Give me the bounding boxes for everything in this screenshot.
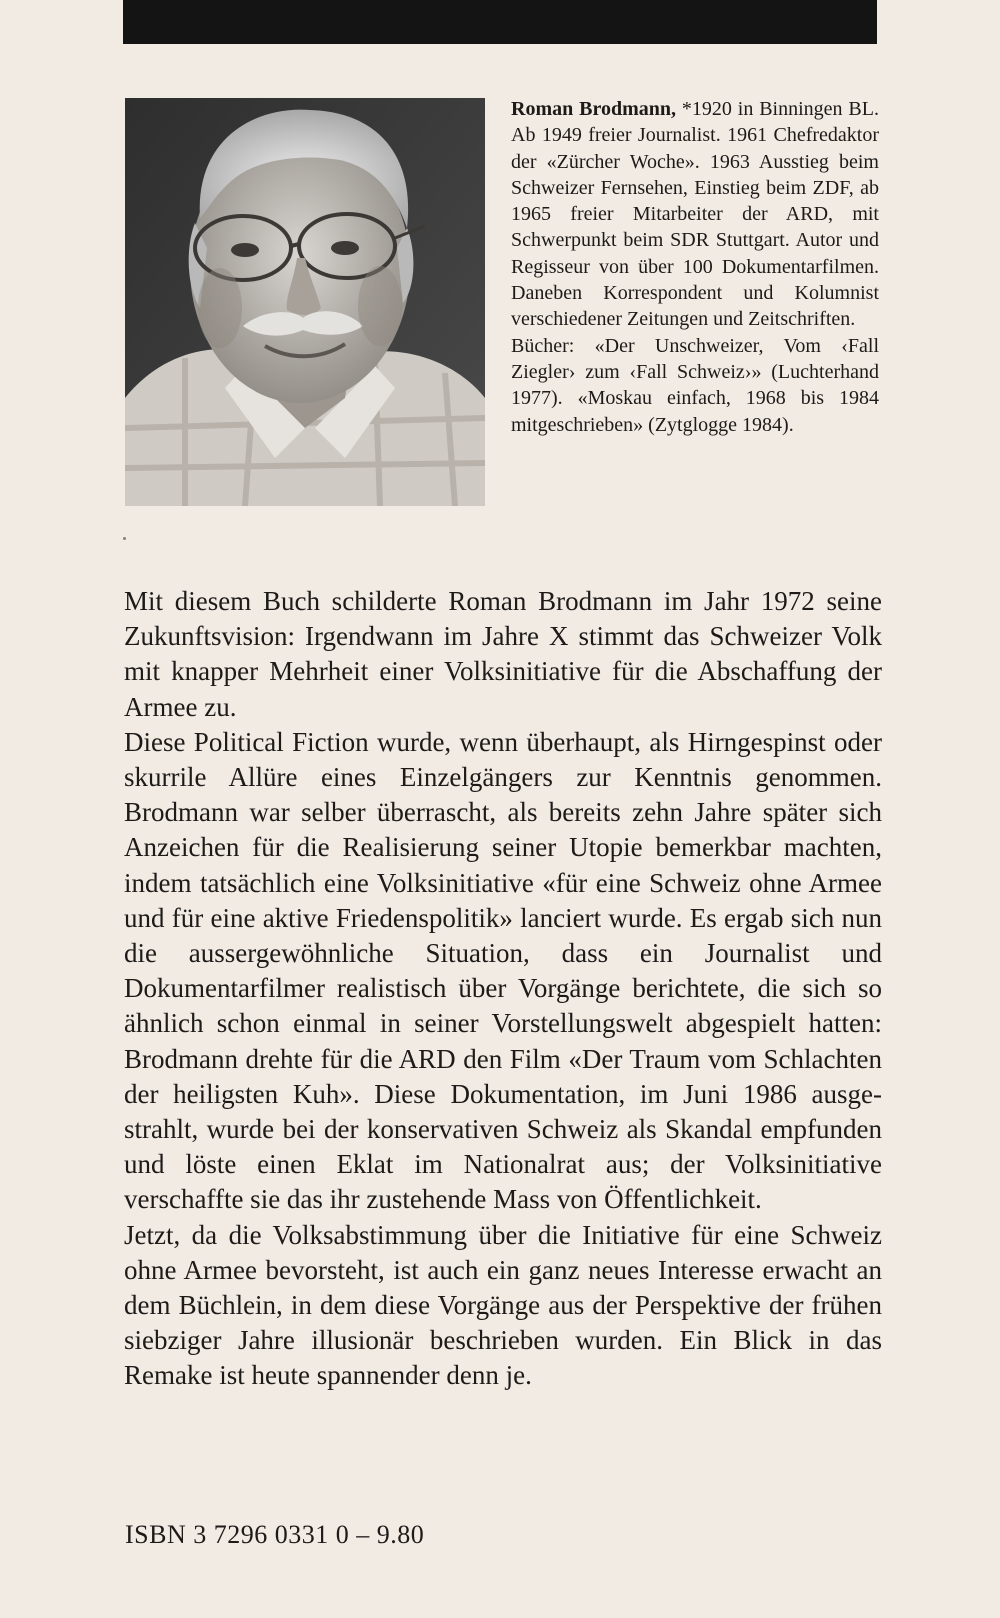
author-portrait <box>125 98 485 506</box>
isbn-price: ISBN 3 7296 0331 0 – 9.80 <box>125 1520 425 1549</box>
author-bio <box>511 96 879 438</box>
author-name: Roman Brodmann, <box>511 98 676 120</box>
bio-books: Bücher: «Der Unschweizer, Vom ‹Fall Ziegler› zum ‹Fall Schweiz›» (Luchterhand 1977). «Moskau einfach, 1968 bis 1984 mitgeschrieben» (Zytglogge 1984). <box>511 334 879 436</box>
bio-text: *1920 in Binningen BL. Ab 1949 freier Journalist. 1961 Chefredaktor der «Zürcher Woche». 1963 Ausstieg beim Schweizer Fernsehen, Einstieg beim ZDF, ab 1965 freier Mitarbeiter der ARD, mit Schwerpunkt beim SDR Stuttgart. Autor und Regisseur von über 100 Dokumentarfilmen. Daneben Korrespondent und Kolumnist verschiedener Zeitungen und Zeitschriften. <box>511 98 879 331</box>
book-blurb <box>124 584 882 1394</box>
bio-paragraph <box>511 96 879 333</box>
blurb-paragraph-3: Jetzt, da die Volksabstimmung über die Initiative für eine Schweiz ohne Armee bevorsteht, ist auch ein ganz neues Interesse erwacht an dem Büchlein, in dem diese Vorgänge aus der Perspektive der frühen siebziger Jahre illusionär beschrieben wurden. Ein Blick in das Remake ist heute spannender denn je. <box>124 1219 882 1391</box>
blurb-paragraph-2: Diese Political Fiction wurde, wenn überhaupt, als Hirngespinst oder skurrile Allüre eines Einzelgängers zur Kenntnis genommen. Brodmann war selber überrascht, als bereits zehn Jahre später sich Anzeichen für die Realisierung seiner Utopie bemerkbar machten, indem tatsächlich eine Volksinitiative «für eine Schweiz ohne Armee und für eine aktive Friedenspolitik» lanciert wurde. Es ergab sich nun die aussergewöhnliche Situation, dass ein Journalist und Dokumentarfilmer realistisch über Vorgänge berichtete, die sich so ähnlich schon einmal in seiner Vorstellungswelt abgespielt hatten: Brodmann drehte für die ARD den Film «Der Traum vom Schlachten der heiligsten Kuh». Diese Dokumentation, im Juni 1986 ausgestrahlt, wurde bei der konservativen Schweiz als Skandal empfunden und löste einen Eklat im Nationalrat aus; der Volksinitiative verschaffte sie das ihr zustehende Mass von Öffentlichkeit. <box>124 726 882 1215</box>
paper-speck <box>123 537 126 540</box>
blurb-paragraph-1: Mit diesem Buch schilderte Roman Brodmann im Jahr 1972 seine Zukunftsvision: Irgendwann im Jahre X stimmt das Schweizer Volk mit knapper Mehrheit einer Volksinitiative für die Abschaffung der Armee zu. <box>124 586 882 722</box>
top-black-bar <box>123 0 877 44</box>
